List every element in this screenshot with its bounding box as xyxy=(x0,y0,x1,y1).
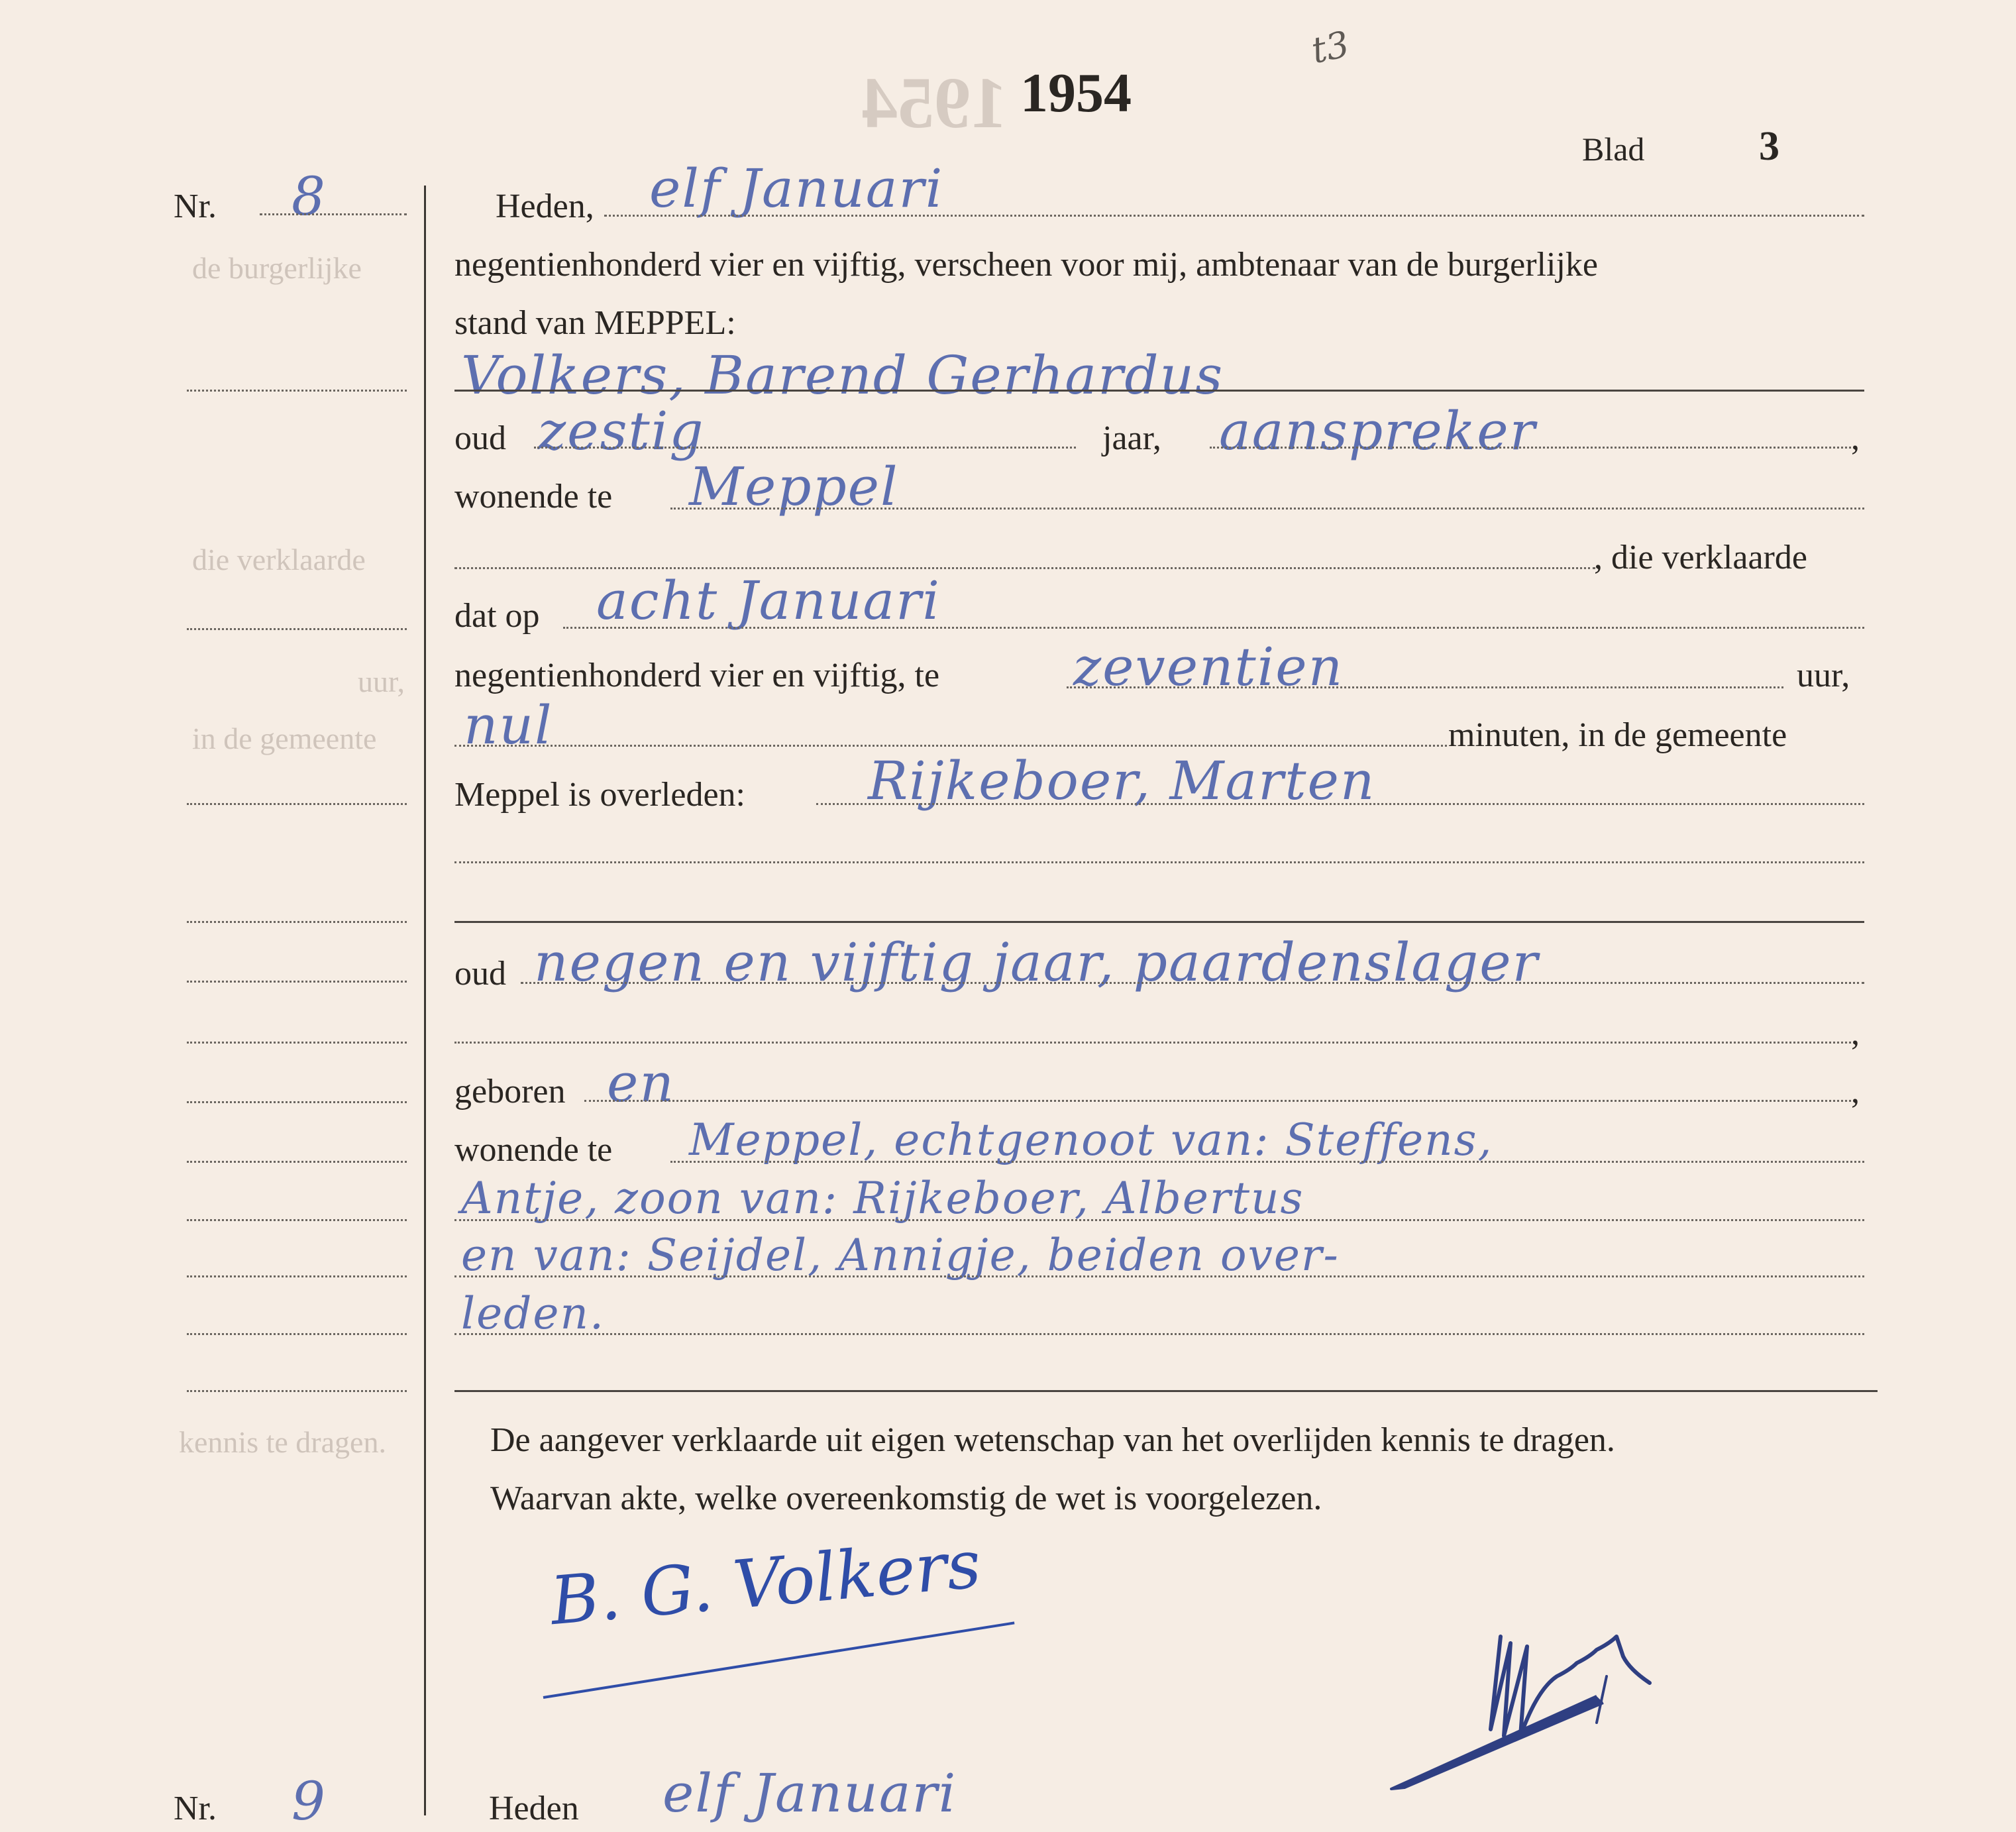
section-divider xyxy=(454,1390,1878,1392)
next-deed-number-label: Nr. xyxy=(174,1790,217,1827)
margin-guide-line xyxy=(187,390,407,392)
deceased-name: Rijkeboer, Marten xyxy=(868,750,1376,812)
margin-guide-line xyxy=(187,1390,407,1392)
death-date-label: dat op xyxy=(454,597,540,635)
margin-guide-line xyxy=(187,1161,407,1163)
margin-guide-line xyxy=(187,981,407,983)
informant-residence: Meppel xyxy=(689,456,899,517)
deed-text-line: negentienhonderd vier en vijftig, te xyxy=(454,657,940,694)
sheet-number: 3 xyxy=(1759,124,1779,169)
sheet-label: Blad xyxy=(1582,131,1645,168)
closing-statement: De aangever verklaarde uit eigen wetenschap van het overlijden kennis te dragen. xyxy=(490,1421,1615,1459)
death-minutes: nul xyxy=(464,694,553,756)
hour-label: uur, xyxy=(1797,657,1850,694)
next-deed-date: elf Januari xyxy=(663,1762,957,1824)
bleed-through-year: 1954 xyxy=(861,62,1007,143)
informant-signature: B. G. Volkers xyxy=(547,1525,984,1641)
deceased-residence-line xyxy=(454,1275,1864,1277)
deed-number-line xyxy=(260,213,407,215)
heden-label: Heden, xyxy=(496,188,594,225)
informant-name-line xyxy=(454,390,1864,392)
registrar-signature xyxy=(1378,1577,1696,1802)
margin-guide-line xyxy=(187,1275,407,1277)
birth-line xyxy=(584,1100,1851,1102)
comma: , xyxy=(1851,1073,1860,1110)
next-heden-label: Heden xyxy=(489,1790,579,1827)
deed-number-label: Nr. xyxy=(174,188,217,225)
deceased-residence-line xyxy=(454,1333,1864,1335)
deed-date-line xyxy=(604,215,1864,217)
next-deed-number-value: 9 xyxy=(292,1770,327,1832)
informant-name: Volkers, Barend Gerhardus xyxy=(461,345,1224,406)
deceased-name-line xyxy=(816,803,1864,805)
bleed-through-text: die verklaarde xyxy=(192,543,366,576)
death-hour: zeventien xyxy=(1073,636,1344,698)
margin-guide-line xyxy=(187,803,407,805)
deceased-residence: Antje, zoon van: Rijkeboer, Albertus xyxy=(461,1173,1304,1224)
year-label: jaar, xyxy=(1102,419,1161,457)
bleed-through-text: in de gemeente xyxy=(192,722,377,755)
margin-guide-line xyxy=(187,628,407,630)
death-hour-line xyxy=(1067,686,1783,688)
margin-guide-line xyxy=(187,1333,407,1335)
bleed-through-text: uur, xyxy=(358,665,405,698)
comma: , xyxy=(1851,1014,1860,1052)
deceased-residence-line xyxy=(670,1161,1864,1163)
blank-line xyxy=(454,1042,1851,1044)
death-minutes-line xyxy=(454,745,1447,747)
age-label: oud xyxy=(454,955,506,993)
comma: , xyxy=(1851,419,1860,457)
residence-label: wonende te xyxy=(454,1131,613,1169)
minutes-label: minuten, in de gemeente xyxy=(1448,716,1787,754)
bleed-through-text: kennis te dragen. xyxy=(179,1425,386,1459)
deceased-residence-line xyxy=(454,1219,1864,1221)
closing-statement: Waarvan akte, welke overeenkomstig de wet is voorgelezen. xyxy=(490,1480,1322,1517)
deceased-residence: Meppel, echtgenoot van: Steffens, xyxy=(689,1114,1493,1165)
blank-line xyxy=(454,567,1595,569)
deceased-label: Meppel is overleden: xyxy=(454,776,745,814)
deed-number-value: 8 xyxy=(292,166,327,227)
age-label: oud xyxy=(454,419,506,457)
margin-guide-line xyxy=(187,1042,407,1044)
informant-occupation: aanspreker xyxy=(1219,400,1536,462)
declared-label: , die verklaarde xyxy=(1594,539,1807,576)
informant-residence-line xyxy=(670,508,1864,510)
deed-text-line: negentienhonderd vier en vijftig, verscheen voor mij, ambtenaar van de burgerlijke xyxy=(454,246,1598,284)
margin-column-rule xyxy=(424,186,426,1815)
margin-guide-line xyxy=(187,1219,407,1221)
deed-text-line: stand van MEPPEL: xyxy=(454,304,736,342)
margin-guide-line xyxy=(187,921,407,923)
residence-label: wonende te xyxy=(454,478,613,515)
deceased-residence: en van: Seijdel, Annigje, beiden over- xyxy=(461,1230,1340,1281)
deed-date: elf Januari xyxy=(649,158,944,219)
blank-line xyxy=(454,921,1864,923)
margin-guide-line xyxy=(187,1101,407,1103)
blank-line xyxy=(454,861,1864,863)
deceased-age-occupation: negen en vijftig jaar, paardenslager xyxy=(534,932,1539,993)
informant-age-line xyxy=(534,447,1076,449)
deceased-age-line xyxy=(521,982,1864,984)
informant-occupation-line xyxy=(1210,447,1851,449)
birth-value: en xyxy=(607,1052,675,1114)
birth-label: geboren xyxy=(454,1073,566,1110)
death-date: acht Januari xyxy=(596,570,941,631)
death-date-line xyxy=(563,627,1864,629)
deceased-residence: leden. xyxy=(461,1288,605,1339)
register-year: 1954 xyxy=(1020,62,1132,124)
handwritten-mark: t3 xyxy=(1308,23,1353,72)
informant-age: zestig xyxy=(538,400,705,462)
bleed-through-text: de burgerlijke xyxy=(192,251,362,285)
